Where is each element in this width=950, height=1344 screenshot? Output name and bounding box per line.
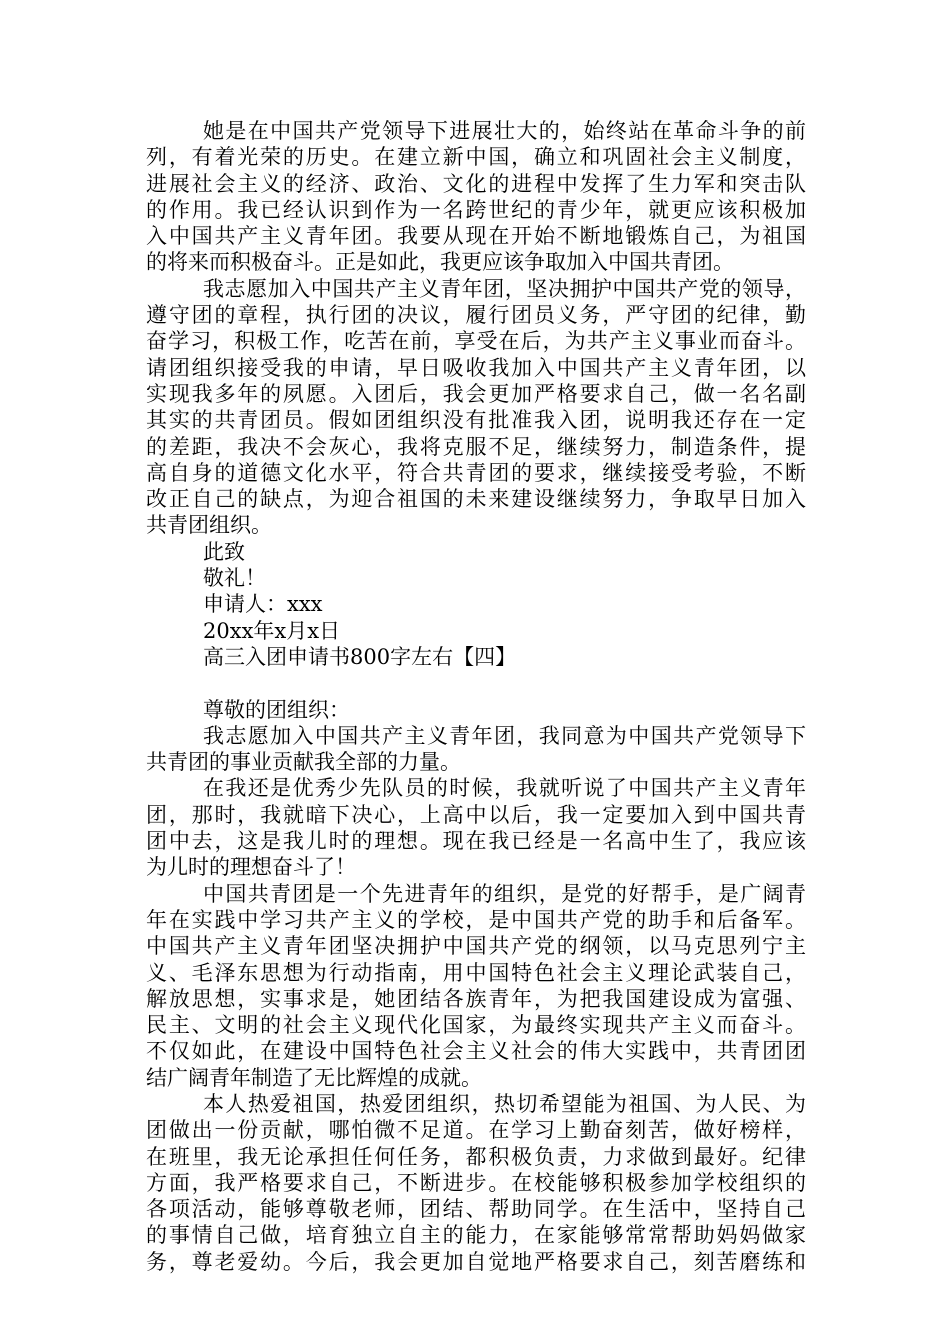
text-line: 务，尊老爱幼。今后，我会更加自觉地严格要求自己，刻苦磨练和	[146, 1249, 806, 1274]
section-title: 高三入团申请书800字左右【四】	[203, 644, 517, 669]
text-line: 的差距，我决不会灰心，我将克服不足，继续努力，制造条件，提	[146, 434, 806, 459]
text-line: 解放思想，实事求是，她团结各族青年，为把我国建设成为富强、	[146, 986, 806, 1011]
text-line: 中国共青团是一个先进青年的组织，是党的好帮手，是广阔青	[203, 881, 806, 906]
text-line: 的作用。我已经认识到作为一名跨世纪的青少年，就更应该积极加	[146, 197, 806, 222]
text-line: 高自身的道德文化水平，符合共青团的要求，继续接受考验，不断	[146, 460, 806, 485]
text-line: 遵守团的章程，执行团的决议，履行团员义务，严守团的纪律，勤	[146, 303, 806, 328]
text-line: 本人热爱祖国，热爱团组织，热切希望能为祖国、为人民、为	[203, 1091, 806, 1116]
text-line: 入中国共产主义青年团。我要从现在开始不断地锻炼自己，为祖国	[146, 224, 806, 249]
text-line: 共青团的事业贡献我全部的力量。	[146, 750, 461, 775]
text-line: 各项活动，能够尊敬老师，团结、帮助同学。在生活中，坚持自己	[146, 1197, 806, 1222]
text-line: 方面，我严格要求自己，不断进步。在校能够积极参加学校组织的	[146, 1170, 806, 1195]
text-line: 其实的共青团员。假如团组织没有批准我入团，说明我还存在一定	[146, 408, 806, 433]
date-line: 20xx年x月x日	[203, 618, 341, 643]
text-line: 团做出一份贡献，哪怕微不足道。在学习上勤奋刻苦，做好榜样，	[146, 1118, 806, 1143]
paragraph	[146, 723, 806, 776]
paragraph	[146, 881, 806, 1091]
paragraph	[146, 1091, 806, 1275]
text-line: 不仅如此，在建设中国特色社会主义社会的伟大实践中，共青团团	[146, 1039, 806, 1064]
text-line: 我志愿加入中国共产主义青年团，坚决拥护中国共产党的领导，	[203, 276, 806, 301]
text-line: 在班里，我无论承担任何任务，都积极负责，力求做到最好。纪律	[146, 1144, 806, 1169]
text-line: 在我还是优秀少先队员的时候，我就听说了中国共产主义青年	[203, 776, 806, 801]
text-line: 团中去，这是我儿时的理想。现在我已经是一名高中生了，我应该	[146, 829, 806, 854]
text-line: 义、毛泽东思想为行动指南，用中国特色社会主义理论武装自己，	[146, 960, 806, 985]
text-line: 列，有着光荣的历史。在建立新中国，确立和巩固社会主义制度，	[146, 145, 806, 170]
text-line: 中国共产主义青年团坚决拥护中国共产党的纲领，以马克思列宁主	[146, 934, 806, 959]
text-line: 她是在中国共产党领导下进展壮大的，始终站在革命斗争的前	[203, 119, 806, 143]
text-line: 实现我多年的夙愿。入团后，我会更加严格要求自己，做一名名副	[146, 381, 806, 406]
text-line: 请团组织接受我的申请，早日吸收我加入中国共产主义青年团，以	[146, 355, 806, 380]
text-line: 年在实践中学习共产主义的学校，是中国共产党的助手和后备军。	[146, 907, 806, 932]
text-line: 结广阔青年制造了无比辉煌的成就。	[146, 1065, 482, 1090]
text-line: 为儿时的理想奋斗了！	[146, 855, 356, 880]
paragraph	[146, 118, 806, 276]
text-line: 我志愿加入中国共产主义青年团，我同意为中国共产党领导下	[203, 723, 806, 748]
text-line: 共青团组织。	[146, 513, 272, 538]
blank-line	[146, 670, 806, 696]
closing-line: 此致	[203, 539, 245, 564]
applicant-line: 申请人：xxx	[203, 592, 323, 617]
text-line: 进展社会主义的经济、政治、文化的进程中发挥了生力军和突击队	[146, 171, 806, 196]
paragraph	[146, 775, 806, 880]
text-line: 改正自己的缺点，为迎合祖国的未来建设继续努力，争取早日加入	[146, 487, 806, 512]
text-line: 的事情自己做，培育独立自主的能力，在家能够常常帮助妈妈做家	[146, 1223, 806, 1248]
text-line: 的将来而积极奋斗。正是如此，我更应该争取加入中国共青团。	[146, 250, 734, 275]
salutation-line: 尊敬的团组织：	[203, 697, 350, 722]
paragraph	[146, 276, 806, 539]
salute-line: 敬礼！	[203, 566, 266, 591]
document-page	[146, 118, 806, 1275]
text-line: 民主、文明的社会主义现代化国家，为最终实现共产主义而奋斗。	[146, 1013, 806, 1038]
text-line: 奋学习，积极工作，吃苦在前，享受在后，为共产主义事业而奋斗。	[146, 329, 806, 354]
text-line: 团，那时，我就暗下决心，上高中以后，我一定要加入到中国共青	[146, 802, 806, 827]
